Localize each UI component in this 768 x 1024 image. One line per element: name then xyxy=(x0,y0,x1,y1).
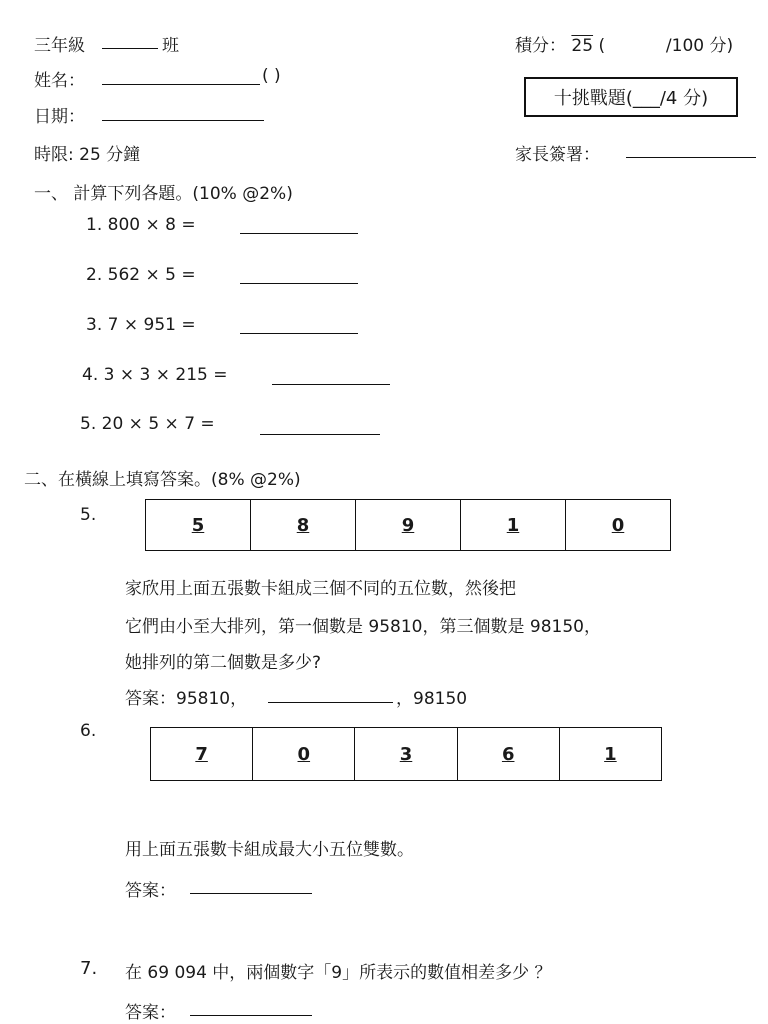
q1-num: 1. xyxy=(86,215,103,235)
q4 xyxy=(82,365,227,385)
time-limit: 時限: 25 分鐘 xyxy=(34,145,141,165)
q2-answer-blank[interactable] xyxy=(240,283,358,284)
q6-text: 用上面五張數卡組成最大小五位雙數。 xyxy=(125,840,414,860)
q4-expr: 3 × 3 × 215 = xyxy=(103,365,228,385)
q4-num: 4. xyxy=(82,365,99,385)
class-suffix: 班 xyxy=(162,36,179,56)
q1-answer-blank[interactable] xyxy=(240,233,358,234)
score-paren-open: ( xyxy=(598,36,606,56)
number-card: 9 xyxy=(356,500,461,550)
score-row xyxy=(515,31,733,56)
number-card: 0 xyxy=(611,514,625,536)
score-label: 積分： xyxy=(515,36,566,56)
number-card: 1 xyxy=(461,500,566,550)
q3-num: 3. xyxy=(86,315,103,335)
class-blank[interactable] xyxy=(102,48,158,49)
date-blank[interactable] xyxy=(102,120,264,121)
number-card: 7 xyxy=(151,728,253,780)
section2-title: 二、在橫線上填寫答案。(8% @2%) xyxy=(24,470,301,490)
parent-sign-blank[interactable] xyxy=(626,157,756,158)
parent-sign-label: 家長簽署： xyxy=(515,145,600,165)
number-card: 8 xyxy=(251,500,356,550)
q6-num: 6. xyxy=(80,721,97,741)
q1-expr: 800 × 8 = xyxy=(107,215,196,235)
q5-answer-blank[interactable] xyxy=(268,702,393,703)
name-blank[interactable] xyxy=(102,84,260,85)
q5-text-line1: 家欣用上面五張數卡組成三個不同的五位數，然後把 xyxy=(125,579,516,599)
q5-answer-suffix: ，98150 xyxy=(396,689,468,709)
number-card: 0 xyxy=(253,728,355,780)
q3 xyxy=(86,315,196,335)
q5-calc-answer-blank[interactable] xyxy=(260,434,380,435)
q5-answer-prefix: 答案：95810， xyxy=(125,689,248,709)
score-value: 25 xyxy=(571,36,594,56)
q2-expr: 562 × 5 = xyxy=(107,265,196,285)
q5-calc xyxy=(80,414,215,434)
challenge-box xyxy=(524,77,738,117)
q2 xyxy=(86,265,196,285)
q2-num: 2. xyxy=(86,265,103,285)
q7-text: 在 69 094 中，兩個數字「9」所表示的數值相差多少 ？ xyxy=(125,963,552,983)
q7-answer-label: 答案： xyxy=(125,1003,176,1023)
q6-number-cards xyxy=(150,727,662,781)
date-label: 日期： xyxy=(34,107,85,127)
q5-num: 5. xyxy=(80,505,97,525)
q3-expr: 7 × 951 = xyxy=(107,315,196,335)
q5-text-line3: 她排列的第二個數是多少? xyxy=(125,653,322,673)
number-card: 6 xyxy=(458,728,560,780)
q6-answer-blank[interactable] xyxy=(190,893,312,894)
q1 xyxy=(86,215,196,235)
number-card: 1 xyxy=(604,743,617,765)
q4-answer-blank[interactable] xyxy=(272,384,390,385)
challenge-label: 十挑戰題(___/4 分) xyxy=(553,88,709,109)
number-card: 5 xyxy=(146,500,251,550)
q7-answer-blank[interactable] xyxy=(190,1015,312,1016)
section1-title: 一、 計算下列各題。(10% @2%) xyxy=(34,184,293,204)
q7-num: 7. xyxy=(80,958,98,979)
q6-answer-label: 答案： xyxy=(125,881,176,901)
q5-number-cards xyxy=(145,499,671,551)
grade-label: 三年級 xyxy=(34,36,85,56)
number-card: 3 xyxy=(355,728,457,780)
q5-calc-expr: 20 × 5 × 7 = xyxy=(101,414,215,434)
q5-calc-num: 5. xyxy=(80,414,97,434)
q3-answer-blank[interactable] xyxy=(240,333,358,334)
score-total: /100 分) xyxy=(665,36,734,56)
seat-number-paren: ( ) xyxy=(262,66,281,86)
q5-text-line2: 它們由小至大排列，第一個數是 95810，第三個數是 98150， xyxy=(125,617,601,637)
name-label: 姓名： xyxy=(34,71,85,91)
